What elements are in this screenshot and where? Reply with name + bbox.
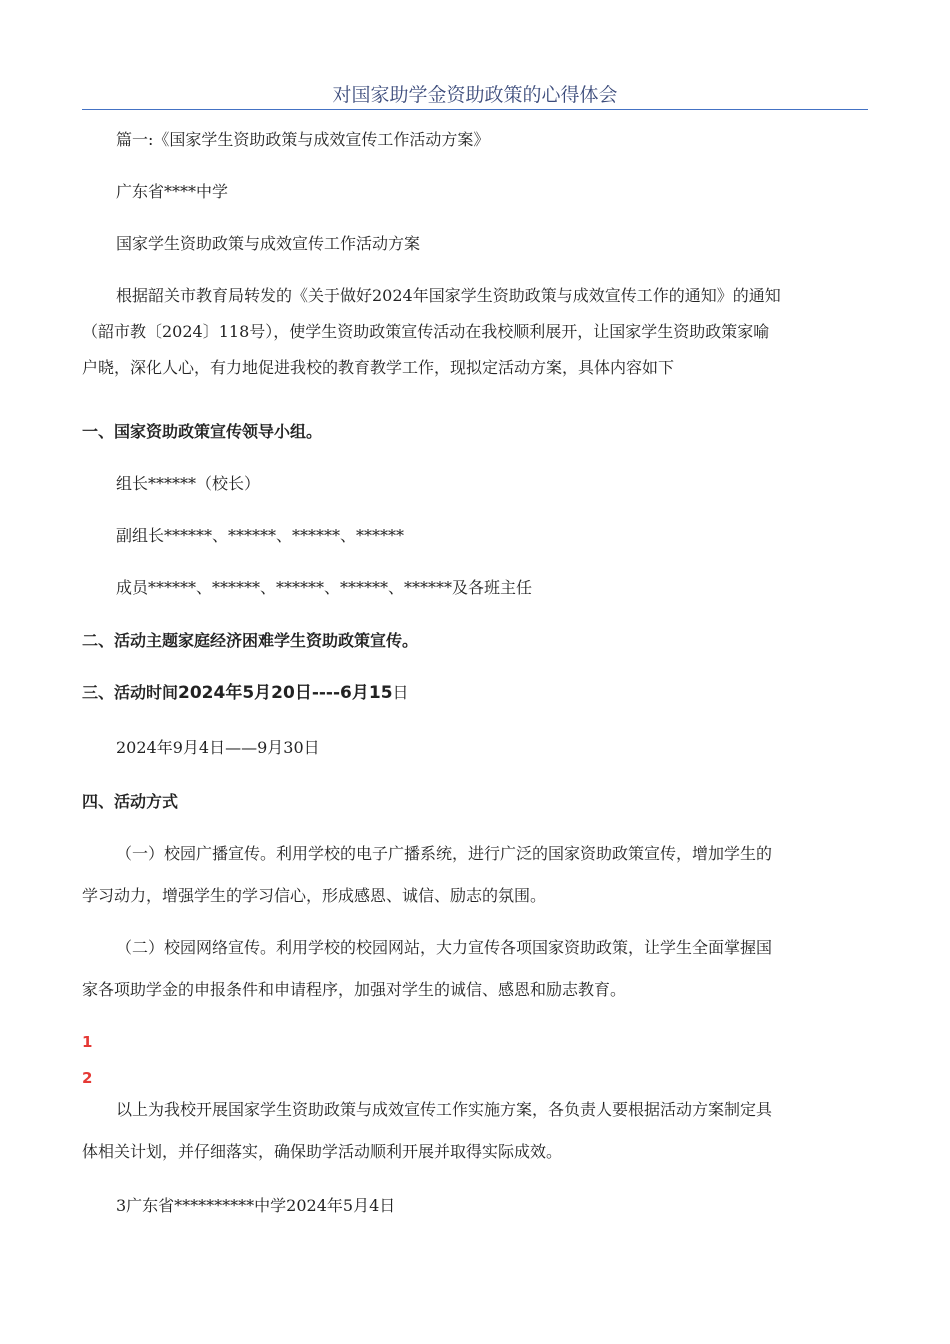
signature-date: 3广东省**********中学2024年5月4日	[116, 1196, 396, 1215]
intro-line-3: 户晓，深化人心，有力地促进我校的教育教学工作，现拟定活动方案，具体内容如下	[82, 358, 675, 377]
intro-paragraph	[82, 280, 868, 384]
closing-line-1: 以上为我校开展国家学生资助政策与成效宣传工作实施方案，各负责人要根据活动方案制定具	[116, 1100, 773, 1119]
intro-line-1: 根据韶关市教育局转发的《关于做好2024年国家学生资助政策与成效宣传工作的通知》的通知	[116, 286, 781, 305]
section-heading-4: 四、活动方式	[82, 792, 179, 811]
closing-line-2: 体相关计划，并仔细落实，确保助学活动顺利开展并取得实际成效。	[82, 1142, 563, 1161]
school-name: 广东省****中学	[116, 182, 229, 201]
section-heading-3-suffix: 日	[392, 683, 409, 702]
broadcast-line-1: （一）校园广播宣传。利用学校的电子广播系统，进行广泛的国家资助政策宣传，增加学生的	[116, 844, 773, 863]
list-marker-2: 2	[82, 1069, 93, 1087]
activity-dates: 2024年5月20日----6月15	[178, 683, 393, 703]
deputy-leaders: 副组长******、******、******、******	[116, 526, 405, 545]
broadcast-paragraph	[82, 838, 868, 912]
group-members: 成员******、******、******、******、******及各班主任	[116, 578, 533, 597]
network-line-2: 家各项助学金的申报条件和申请程序，加强对学生的诚信、感恩和励志教育。	[82, 980, 627, 999]
list-marker-1: 1	[82, 1033, 93, 1051]
section-heading-3-prefix: 三、活动时间	[82, 683, 179, 702]
closing-paragraph	[82, 1094, 868, 1168]
section-heading-1: 一、国家资助政策宣传领导小组。	[82, 422, 323, 441]
activity-date-range: 2024年9月4日——9月30日	[116, 738, 320, 757]
section-heading-2: 二、活动主题家庭经济困难学生资助政策宣传。	[82, 631, 419, 650]
broadcast-line-2: 学习动力，增强学生的学习信心，形成感恩、诚信、励志的氛围。	[82, 886, 547, 905]
group-leader: 组长******（校长）	[116, 474, 261, 493]
network-line-1: （二）校园网络宣传。利用学校的校园网站，大力宣传各项国家资助政策，让学生全面掌握国	[116, 938, 773, 957]
article-title: 篇一:《国家学生资助政策与成效宣传工作活动方案》	[116, 130, 490, 149]
section-heading-3	[82, 677, 868, 709]
plan-title: 国家学生资助政策与成效宣传工作活动方案	[116, 234, 421, 253]
intro-line-2: （韶市教〔2024〕118号），使学生资助政策宣传活动在我校顺利展开，让国家学生资助政策家喻	[82, 322, 770, 341]
page-title: 对国家助学金资助政策的心得体会	[82, 82, 868, 110]
network-paragraph	[82, 932, 868, 1006]
